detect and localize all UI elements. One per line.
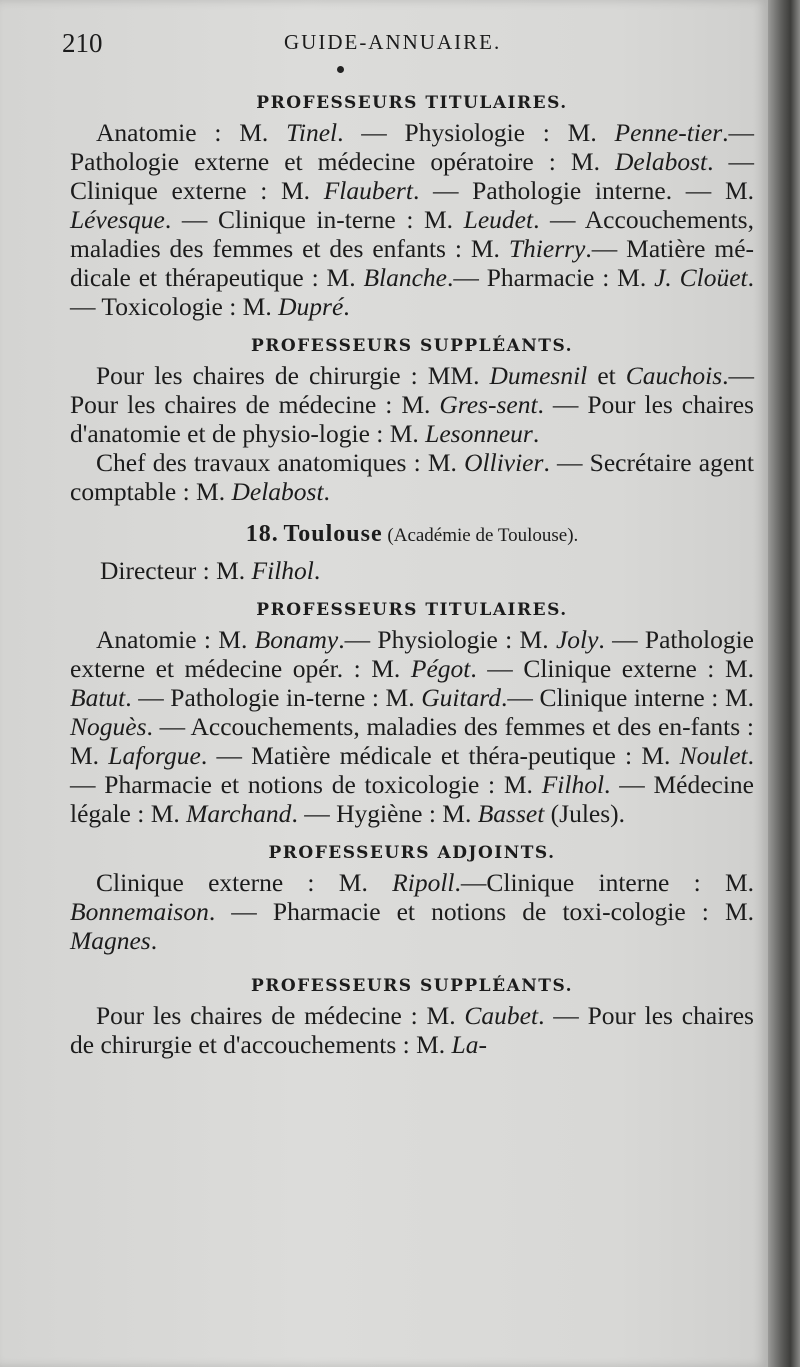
school-city: Toulouse [283, 521, 383, 547]
rouen-titulaires-heading: PROFESSEURS TITULAIRES. [256, 93, 568, 113]
rouen-suppleants-paragraph: Pour les chaires de chirurgie : MM. Dumesnil et Cauchois.—Pour les chaires de médecine : M. Gres-sent. — Pour les chaires d'anatomie et de physio-logie : M. Lesonneur. [70, 361, 754, 448]
toulouse-director: Directeur : M. Filhol. [100, 556, 321, 585]
toulouse-suppleants-heading: PROFESSEURS SUPPLÉANTS. [250, 976, 574, 996]
page-header [62, 28, 752, 68]
toulouse-titulaires-heading: PROFESSEURS TITULAIRES. [256, 600, 568, 620]
school-number: 18. [245, 521, 279, 547]
toulouse-adjoints-heading: PROFESSEURS ADJOINTS. [268, 843, 556, 863]
toulouse-suppleants-paragraph: Pour les chaires de médecine : M. Caubet. — Pour les chaires de chirurgie et d'accouchements : M. La- [70, 1001, 754, 1059]
rouen-staff-paragraph: Chef des travaux anatomiques : M. Ollivier. — Secrétaire agent comptable : M. Delabost. [70, 448, 754, 506]
ornament-dot [337, 66, 344, 73]
page-edge-shadow [768, 0, 800, 1367]
toulouse-school-heading [70, 518, 754, 552]
running-title: GUIDE-ANNUAIRE. [284, 30, 502, 54]
rouen-titulaires-paragraph: Anatomie : M. Tinel. — Physiologie : M. Penne-tier.— Pathologie externe et médecine opératoire : M. Delabost. — Clinique externe : M. Flaubert. — Pathologie interne. — M. Lévesque. — Clinique in-terne : M. Leudet. — Accouchements, maladies des femmes et des enfants : M. Thierry.— Matière mé-dicale et thérapeutique : M. Blanche.— Pharmacie : M. J. Cloüet.— Toxicologie : M. Dupré. [70, 118, 755, 321]
school-academy: (Académie de Toulouse). [387, 525, 579, 546]
page-body [70, 88, 754, 1059]
toulouse-titulaires-paragraph: Anatomie : M. Bonamy.— Physiologie : M. Joly. — Pathologie externe et médecine opér. : M. Pégot. — Clinique externe : M. Batut. — Pathologie in-terne : M. Guitard.— Clinique interne : M. Noguès. — Accouchements, maladies des femmes et des en-fants : M. Laforgue. — Matière médicale et théra-peutique : M. Noulet. — Pharmacie et notions de toxicologie : M. Filhol. — Médecine légale : M. Marchand. — Hygiène : M. Basset (Jules). [70, 625, 755, 828]
page-number: 210 [62, 28, 103, 58]
toulouse-adjoints-paragraph: Clinique externe : M. Ripoll.—Clinique interne : M. Bonnemaison. — Pharmacie et notions de toxi-cologie : M. Magnes. [70, 868, 755, 955]
rouen-suppleants-heading: PROFESSEURS SUPPLÉANTS. [250, 336, 574, 356]
